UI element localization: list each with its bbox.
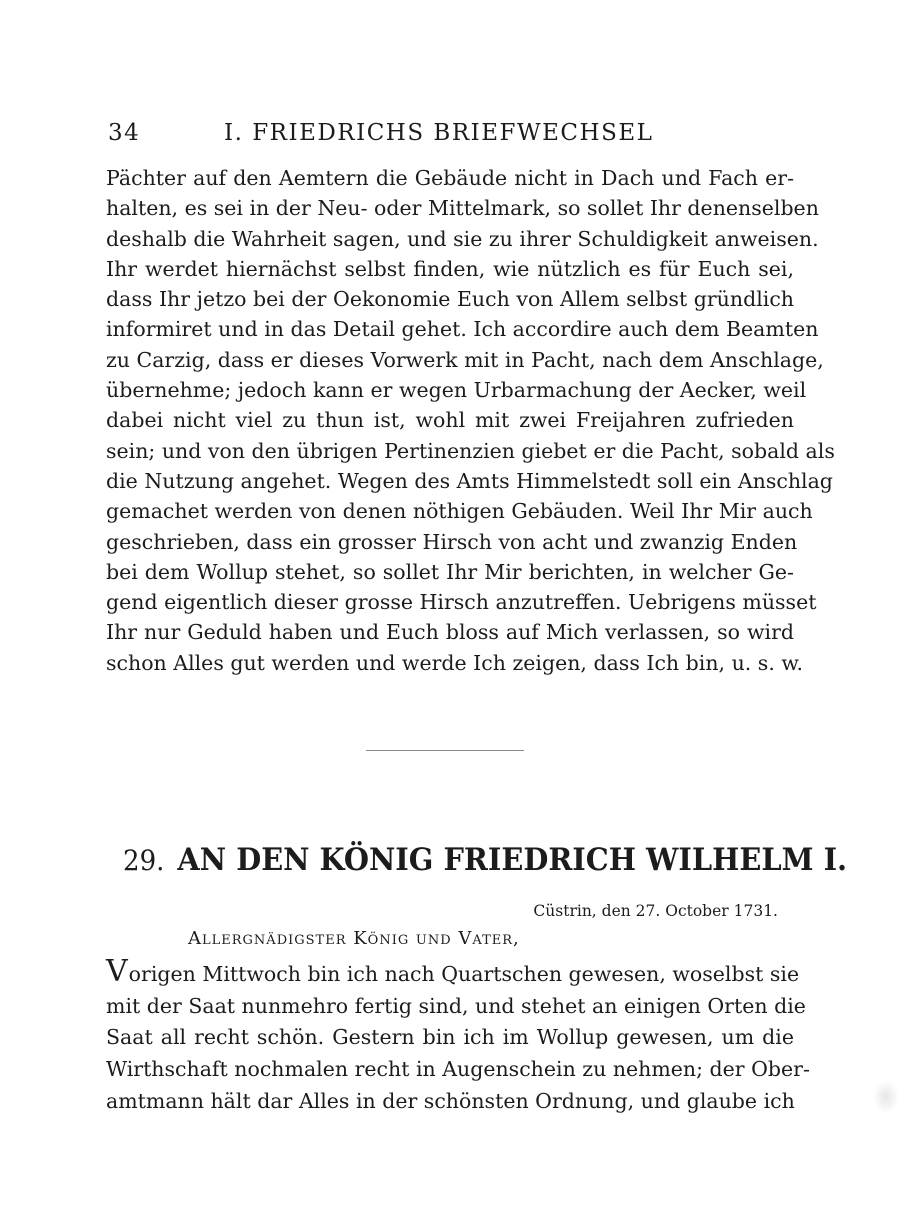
- text-line: Saat all recht schön. Gestern bin ich im Wollup gewesen, um die: [106, 1025, 794, 1050]
- text-line: Wirthschaft nochmalen recht in Augenschein zu nehmen; der Ober-: [106, 1057, 810, 1082]
- text-line: dabei nicht viel zu thun ist, wohl mit zwei Freijahren zufrieden: [106, 408, 794, 433]
- text-line: übernehme; jedoch kann er wegen Urbarmachung der Aecker, weil: [106, 378, 807, 403]
- section-divider: [366, 750, 524, 751]
- text-line: die Nutzung angehet. Wegen des Amts Himmelstedt soll ein Anschlag: [106, 468, 833, 493]
- text-line: Pächter auf den Aemtern die Gebäude nicht in Dach und Fach er-: [106, 166, 794, 190]
- letter-title: AN DEN KÖNIG FRIEDRICH WILHELM I.: [177, 842, 848, 878]
- running-title: I. FRIEDRICHS BRIEFWECHSEL: [224, 120, 654, 146]
- first-line-text: origen Mittwoch bin ich nach Quartschen gewesen, woselbst sie: [128, 962, 800, 986]
- text-line: halten, es sei in der Neu- oder Mittelmark, so sollet Ihr denenselben: [106, 196, 819, 221]
- text-line: amtmann hält dar Alles in der schönsten Ordnung, und glaube ich: [106, 1088, 795, 1113]
- letter-body: [106, 954, 810, 1117]
- text-line: gemachet werden von denen nöthigen Gebäuden. Weil Ihr Mir auch: [106, 499, 813, 524]
- text-line: bei dem Wollup stehet, so sollet Ihr Mir berichten, in welcher Ge-: [106, 559, 794, 584]
- text-line: zu Carzig, dass er dieses Vorwerk mit in Pacht, nach dem Anschlage,: [106, 347, 824, 372]
- text-line: dass Ihr jetzo bei der Oekonomie Euch von Allem selbst gründlich: [106, 287, 794, 312]
- text-line: deshalb die Wahrheit sagen, und sie zu ihrer Schuldigkeit anweisen.: [106, 226, 819, 251]
- text-line: sein; und von den übrigen Pertinenzien giebet er die Pacht, sobald als: [106, 438, 835, 463]
- page-smudge: [873, 1080, 899, 1114]
- text-line: Ihr nur Geduld haben und Euch bloss auf Mich verlassen, so wird: [106, 620, 794, 645]
- letter-number: 29.: [123, 844, 165, 877]
- letter-heading: [123, 840, 848, 881]
- salutation: Allergnädigster König und Vater,: [188, 928, 520, 949]
- text-line: schon Alles gut werden und werde Ich zeigen, dass Ich bin, u. s. w.: [106, 650, 803, 675]
- running-head: [108, 118, 798, 148]
- initial-letter: V: [106, 954, 128, 989]
- dateline: Cüstrin, den 27. October 1731.: [533, 902, 778, 920]
- text-line: gend eigentlich dieser grosse Hirsch anzutreffen. Uebrigens müsset: [106, 590, 817, 615]
- text-line: [106, 954, 800, 991]
- page-number: 34: [108, 120, 141, 146]
- continuation-text: [106, 163, 835, 678]
- text-line: informiret und in das Detail gehet. Ich accordire auch dem Beamten: [106, 317, 819, 342]
- text-line: mit der Saat nunmehro fertig sind, und stehet an einigen Orten die: [106, 993, 806, 1018]
- text-line: geschrieben, dass ein grosser Hirsch von acht und zwanzig Enden: [106, 529, 798, 554]
- text-line: Ihr werdet hiernächst selbst finden, wie nützlich es für Euch sei,: [106, 256, 794, 281]
